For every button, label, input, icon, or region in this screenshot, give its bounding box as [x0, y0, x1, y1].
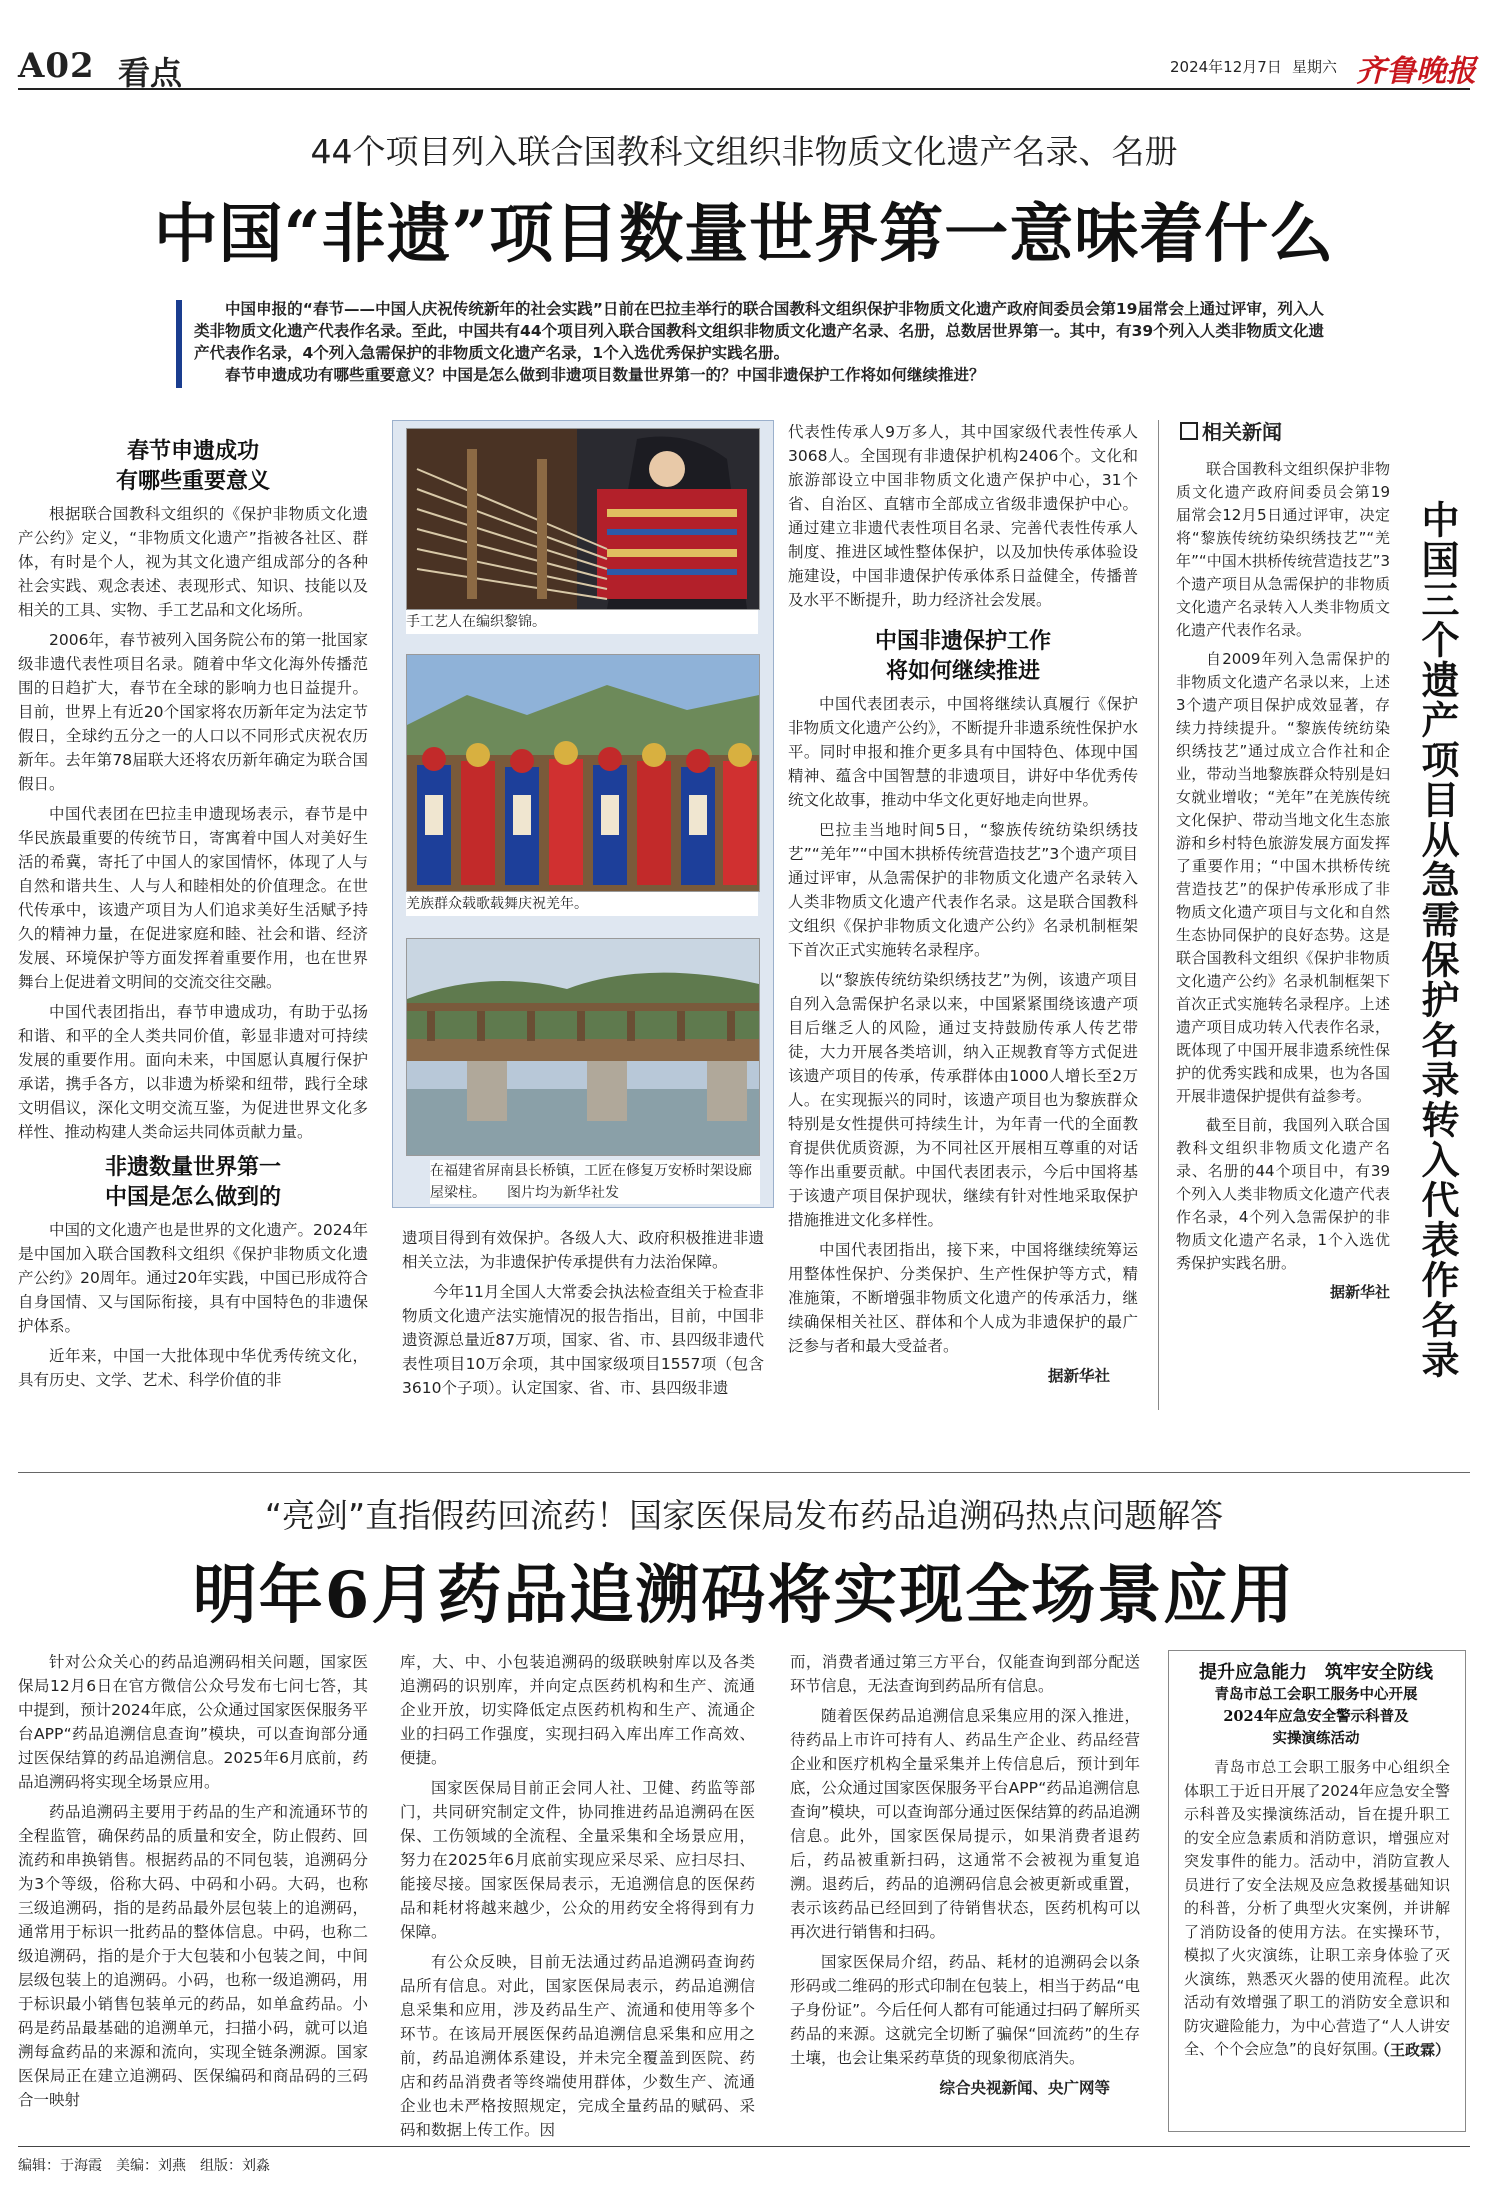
sidebar-paragraph: 自2009年列入急需保护的非物质文化遗产名录以来，上述3个遗产项目保护成效显著，存续力持续提升。“黎族传统纺染织绣技艺”通过成立合作社和企业，带动当地黎族群众特别是妇女就业增收；“羌年”在羌族传统文化保护、带动当地文化生态旅游和乡村特色旅游发展方面发挥了重要作用；“中国木拱桥传统营造技艺”的保护传承形成了非物质文化遗产项目与文化和自然生态协同保护的良好态势。这是联合国教科文组织《保护非物质文化遗产公约》名录机制框架下首次正式实施转名录程序。上述遗产项目成功转入代表作名录，既体现了中国开展非遗系统性保护的优秀实践和成果，也为各国开展非遗保护提供有益参考。 [1176, 650, 1390, 1105]
story2-column-c [790, 1650, 1140, 2098]
body-paragraph: 中国代表团在巴拉圭申遗现场表示，春节是中华民族最重要的传统节日，寄寓着中国人对美好生活的希冀，寄托了中国人的家国情怀，体现了人与自然和谐共生、人与人和睦相处的价值理念。在世代传承中，该遗产项目为人们追求美好生活赋予持久的精神力量，在促进家庭和睦、社会和谐、经济发展、环境保护等方面发挥着重要作用，也在世界舞台上促进着文明间的交流交往交融。 [18, 805, 368, 991]
story1-lede [194, 298, 1324, 386]
box-byline: （王政霖） [1374, 2040, 1450, 2059]
weaving-image [407, 429, 759, 609]
sidebar-vertical-title: 中国三个遗产项目从急需保护名录转入代表作名录 [1415, 500, 1460, 1380]
body-paragraph: 2006年，春节被列入国务院公布的第一批国家级非遗代表性项目名录。随着中华文化海外传播范围的日趋扩大，春节在全球的影响力也日益提升。目前，世界上有近20个国家将农历新年定为法定节假日，全球约五分之一的人口以不同形式庆祝农历新年。去年第78届联大还将农历新年确定为联合国假日。 [18, 631, 368, 793]
bridge-image [407, 939, 759, 1155]
body-paragraph: 近年来，中国一大批体现中华优秀传统文化，具有历史、文学、艺术、科学价值的非 [18, 1347, 368, 1389]
body-paragraph: 遗项目得到有效保护。各级人大、政府积极推进非遗相关立法，为非遗保护传承提供有力法治保障。 [402, 1229, 764, 1271]
sidebar-paragraph: 截至目前，我国列入联合国教科文组织非物质文化遗产名录、名册的44个项目中，有39个列入人类非物质文化遗产代表作名录，4个列入急需保护的非物质文化遗产名录，1个入选优秀保护实践名册。 [1176, 1116, 1390, 1272]
story2-headline: 明年6月药品追溯码将实现全场景应用 [192, 1558, 1296, 1633]
body-paragraph: 今年11月全国人大常委会执法检查组关于检查非物质文化遗产法实施情况的报告指出，目前，中国非遗资源总量近87万项，国家、省、市、县四级非遗代表性项目10万余项，其中国家级项目1557项（包含3610个子项）。认定国家、省、市、县四级非遗 [402, 1283, 764, 1397]
section-divider [18, 1472, 1470, 1473]
body-paragraph: 药品追溯码主要用于药品的生产和流通环节的全程监管，确保药品的质量和安全，防止假药、回流药和串换销售。根据药品的不同包装，追溯码分为3个等级，俗称大码、中码和小码。大码，也称三级追溯码，指的是药品最外层包装上的追溯码，通常用于标识一批药品的整体信息。中码，也称二级追溯码，指的是介于大包装和小包装之间，中间层级包装上的追溯码。小码，也称一级追溯码，用于标识最小销售包装单元的药品，如单盒药品。小码是药品最基础的追溯单元，扫描小码，就可以追溯每盒药品的来源和流向，实现全链条溯源。国家医保局正在建立追溯码、医保编码和商品码的三码合一映射 [18, 1803, 368, 2109]
body-paragraph: 针对公众关心的药品追溯码相关问题，国家医保局12月6日在官方微信公众号发布七问七答，其中提到，预计2024年底，公众通过国家医保服务平台APP“药品追溯信息查询”模块，可以查询部分通过医保结算的药品追溯信息。2025年6月底前，药品追溯码将实现全场景应用。 [18, 1653, 368, 1791]
body-paragraph: 随着医保药品追溯信息采集应用的深入推进，待药品上市许可持有人、药品生产企业、药品经营企业和医疗机构全量采集并上传信息后，预计到年底，公众通过国家医保服务平台APP“药品追溯信息查询”模块，可以查询部分通过医保结算的药品追溯信息。此外，国家医保局提示，如果消费者退药后，药品被重新扫码，这通常不会被视为重复追溯。退药后，药品的追溯码信息会被更新或重置，表示该药品已经回到了待销售状态，医药机构可以再次进行销售和扫码。 [790, 1707, 1140, 1941]
photo-qiang-new-year [406, 654, 760, 892]
related-news-icon [1180, 422, 1198, 440]
newspaper-logo: 齐鲁晚报 [1356, 54, 1476, 89]
photo-wooden-arch-bridge [406, 938, 760, 1156]
story1-column-b [402, 1226, 764, 1406]
celebration-image [407, 655, 759, 891]
section-name: 看点 [118, 54, 183, 92]
body-paragraph: 而，消费者通过第三方平台，仅能查询到部分配送环节信息，无法查询到药品所有信息。 [790, 1653, 1140, 1695]
footer-rule [18, 2146, 1470, 2147]
story1-headline: 中国“非遗”项目数量世界第一意味着什么 [153, 197, 1335, 272]
editor-credits: 编辑：于海霞 美编：刘燕 组版：刘淼 [18, 2158, 270, 2174]
photo-caption-qiang: 羌族群众载歌载舞庆祝羌年。 [406, 892, 758, 916]
subhead-significance: 春节申遗成功 有哪些重要意义 [115, 438, 270, 494]
subhead-next-steps: 中国非遗保护工作 将如何继续推进 [874, 628, 1051, 684]
box-title: 提升应急能力 筑牢安全防线 [1199, 1662, 1433, 1683]
body-paragraph: 中国代表团指出，接下来，中国将继续统筹运用整体性保护、分类保护、生产性保护等方式，精准施策，不断增强非物质文化遗产的传承活力，继续确保相关社区、群体和个人成为非遗保护的最广泛参与者和最大受益者。 [788, 1241, 1138, 1355]
lede-bar [176, 300, 182, 388]
story2-kicker: “亮剑”直指假药回流药！国家医保局发布药品追溯码热点问题解答 [264, 1496, 1224, 1535]
photo-caption-weaving: 手工艺人在编织黎锦。 [406, 610, 758, 634]
photo-caption-bridge: 在福建省屏南县长桥镇，工匠在修复万安桥时架设廊屋梁柱。 图片均为新华社发 [430, 1160, 760, 1204]
box-subtitle: 青岛市总工会职工服务中心开展 2024年应急安全警示科普及 实操演练活动 [1214, 1686, 1418, 1747]
story2-column-b [400, 1650, 755, 2148]
box-paragraph: 青岛市总工会职工服务中心组织全体职工于近日开展了2024年应急安全警示科普及实操演练活动，旨在提升职工的安全应急素质和消防意识，增强应对突发事件的能力。活动中，消防宣教人员进行了安全法规及应急救援基础知识的科普，分析了典型火灾案例，并讲解了消防设备的使用方法。在实操环节，模拟了火灾演练，让职工亲身体验了灭火演练，熟悉灭火器的使用流程。此次活动有效增强了职工的消防安全意识和防灾避险能力，为中心营造了“人人讲安全、个个会应急”的良好氛围。 [1184, 1758, 1450, 2058]
body-paragraph: 根据联合国教科文组织的《保护非物质文化遗产公约》定义，“非物质文化遗产”指被各社区、群体，有时是个人，视为其文化遗产组成部分的各种社会实践、观念表述、表现形式、知识、技能以及相关的工具、实物、手工艺品和文化场所。 [18, 505, 368, 619]
body-paragraph: 巴拉圭当地时间5日，“黎族传统纺染织绣技艺”“羌年”“中国木拱桥传统营造技艺”3个遗产项目通过评审，从急需保护的非物质文化遗产名录转入人类非物质文化遗产代表作名录。这是联合国教科文组织《保护非物质文化遗产公约》名录机制框架下首次正式实施转名录程序。 [788, 821, 1138, 959]
issue-weekday: 星期六 [1292, 58, 1338, 76]
story1-column-c [788, 420, 1138, 1386]
sidebar-byline: 据新华社 [1329, 1283, 1390, 1301]
related-news-label: 相关新闻 [1180, 416, 1282, 445]
photo-brocade-weaving [406, 428, 760, 610]
body-paragraph: 以“黎族传统纺染织绣技艺”为例，该遗产项目自列入急需保护名录以来，中国紧紧围绕该遗产项目后继乏人的风险，通过支持鼓励传承人传艺带徒，大力开展各类培训，纳入正规教育等方式促进该遗产项目的传承，传承群体由1000人增长至2万人。在实现振兴的同时，该遗产项目也为黎族群众特别是女性提供可持续生计，为年青一代的全面教育提供优质资源，为不同社区开展相互尊重的对话等作出重要贡献。中国代表团表示，今后中国将基于该遗产项目保护现状，继续有针对性地采取保护措施推进文化多样性。 [788, 971, 1138, 1229]
body-paragraph: 有公众反映，目前无法通过药品追溯码查询药品所有信息。对此，国家医保局表示，药品追溯信息采集和应用，涉及药品生产、流通和使用等多个环节。在该局开展医保药品追溯信息采集和应用之前，药品追溯体系建设，并未完全覆盖到医院、药店和药品消费者等终端使用群体，少数生产、流通企业也未严格按照规定，完成全量药品的赋码、采码和数据上传工作。因 [400, 1953, 755, 2139]
subhead-how-achieved: 非遗数量世界第一 中国是怎么做到的 [104, 1154, 281, 1210]
story1-byline: 据新华社 [1047, 1367, 1110, 1385]
story1-column-a [18, 436, 368, 1398]
sidebar-paragraph: 联合国教科文组织保护非物质文化遗产政府间委员会第19届常会12月5日通过评审，决定将“黎族传统纺染织绣技艺”“羌年”“中国木拱桥传统营造技艺”3个遗产项目从急需保护的非物质文化遗产名录转入人类非物质文化遗产代表作名录。 [1176, 460, 1390, 639]
masthead-rule [18, 88, 1470, 90]
body-paragraph: 国家医保局介绍，药品、耗材的追溯码会以条形码或二维码的形式印制在包装上，相当于药品“电子身份证”。今后任何人都有可能通过扫码了解所买药品的来源。这就完全切断了骗保“回流药”的生存土壤，也会让集采药草货的现象彻底消失。 [790, 1953, 1140, 2067]
issue-date: 2024年12月7日 [1170, 58, 1282, 76]
body-paragraph: 库，大、中、小包装追溯码的级联映射库以及各类追溯码的识别库，并向定点医药机构和生产、流通企业开放，切实降低定点医药机构和生产、流通企业的扫码工作强度，实现扫码入库出库工作高效、便捷。 [400, 1653, 755, 1767]
story2-column-a [18, 1650, 368, 2118]
lede-questions: 春节申遗成功有哪些重要意义？中国是怎么做到非遗项目数量世界第一的？中国非遗保护工作将如何继续推进？ [225, 366, 985, 384]
body-paragraph: 代表性传承人9万多人，其中国家级代表性传承人3068人。全国现有非遗保护机构2406个。文化和旅游部设立中国非物质文化遗产保护中心，31个省、自治区、直辖市全部成立省级非遗保护中心。通过建立非遗代表性项目名录、完善代表性传承人制度、推进区域性整体保护，以及加快传承体验设施建设，中国非遗保护传承体系日益健全，传播普及水平不断提升，助力经济社会发展。 [788, 423, 1138, 609]
page-code: A02 [18, 46, 95, 86]
box-body [1184, 1756, 1450, 2060]
sidebar-column [1176, 458, 1390, 1302]
body-paragraph: 中国的文化遗产也是世界的文化遗产。2024年是中国加入联合国教科文组织《保护非物质文化遗产公约》20周年。通过20年实践，中国已形成符合自身国情、又与国际衔接，具有中国特色的非遗保护体系。 [18, 1221, 368, 1335]
body-paragraph: 中国代表团指出，春节申遗成功，有助于弘扬和谐、和平的全人类共同价值，彰显非遗对可持续发展的重要作用。面向未来，中国愿认真履行保护承诺，携手各方，以非遗为桥梁和纽带，践行全球文明倡议，深化文明交流互鉴，为促进世界文化多样性、推动构建人类命运共同体贡献力量。 [18, 1003, 368, 1141]
body-paragraph: 国家医保局目前正会同人社、卫健、药监等部门，共同研究制定文件，协同推进药品追溯码在医保、工伤领域的全流程、全量采集和全场景应用，努力在2025年6月底前实现应采尽采、应扫尽扫、能接尽接。国家医保局表示，无追溯信息的医保药品和耗材将越来越少，公众的用药安全将得到有力保障。 [400, 1779, 755, 1941]
lede-paragraph: 中国申报的“春节——中国人庆祝传统新年的社会实践”日前在巴拉圭举行的联合国教科文组织保护非物质文化遗产政府间委员会第19届常会上通过评审，列入人类非物质文化遗产代表作名录。至此，中国共有44个项目列入联合国教科文组织非物质文化遗产名录、名册，总数居世界第一。其中，有39个列入人类非物质文化遗产代表作名录，4个列入急需保护的非物质文化遗产名录，1个入选优秀保护实践名册。 [194, 300, 1324, 362]
story2-byline: 综合央视新闻、央广网等 [939, 2079, 1110, 2097]
sidebar-rule [1158, 420, 1159, 1410]
body-paragraph: 中国代表团表示，中国将继续认真履行《保护非物质文化遗产公约》，不断提升非遗系统性保护水平。同时申报和推介更多具有中国特色、体现中国精神、蕴含中国智慧的非遗项目，讲好中华优秀传统文化故事，推动中华文化更好地走向世界。 [788, 695, 1138, 809]
story1-kicker: 44个项目列入联合国教科文组织非物质文化遗产名录、名册 [310, 132, 1178, 171]
